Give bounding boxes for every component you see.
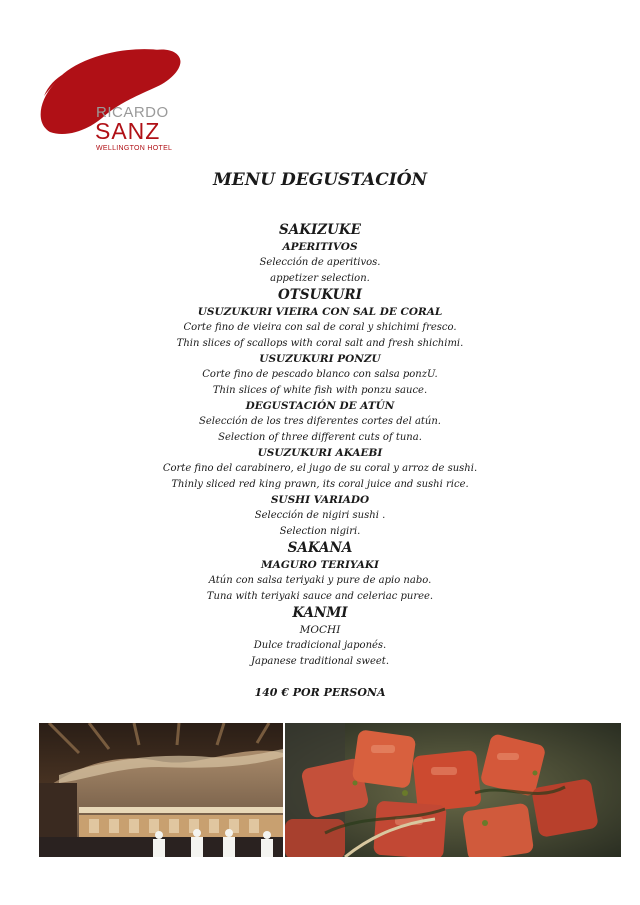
logo-text-ricardo: RICARDO: [96, 104, 169, 121]
menu-list: [0, 221, 640, 669]
dish-name: MOCHI: [299, 624, 341, 636]
dish-description-en: Japanese traditional sweet.: [250, 655, 390, 667]
dish-description-en: Tuna with teriyaki sauce and celeriac puree.: [206, 590, 434, 602]
dish-description-en: Selection nigiri.: [279, 525, 361, 537]
menu-title: MENU DEGUSTACIÓN: [212, 170, 428, 190]
dish-name: USUZUKURI AKAEBI: [257, 447, 383, 459]
dish-description-es: Selección de nigiri sushi .: [254, 510, 386, 521]
section-title-sakizuke: SAKIZUKE: [279, 222, 361, 238]
section-title-kanmi: KANMI: [292, 605, 348, 621]
logo-text-sanz: SANZ: [95, 118, 161, 144]
restaurant-interior-photo: [39, 723, 283, 857]
dish-description-es: Corte fino de pescado blanco con salsa ponzU.: [202, 369, 438, 380]
dish-description-es: Corte fino de vieira con sal de coral y shichimi fresco.: [183, 322, 457, 333]
dish-name: USUZUKURI PONZU: [259, 353, 381, 365]
dish-description-es: Corte fino del carabinero, el jugo de su coral y arroz de sushi.: [162, 463, 478, 474]
dish-description-es: Selección de los tres diferentes cortes del atún.: [199, 416, 441, 427]
tuna-dish-photo: [285, 723, 621, 857]
dish-description-es: Selección de aperitivos.: [259, 257, 381, 268]
dish-name: DEGUSTACIÓN DE ATÚN: [245, 400, 395, 412]
restaurant-logo: [36, 44, 186, 156]
dish-description-en: appetizer selection.: [270, 272, 370, 284]
menu-price: 140 € POR PERSONA: [254, 686, 386, 699]
dish-name: MAGURO TERIYAKI: [261, 559, 379, 571]
dish-description-es: Dulce tradicional japonés.: [253, 640, 387, 651]
logo-text-hotel: WELLINGTON HOTEL: [96, 145, 173, 152]
dish-name: SUSHI VARIADO: [270, 494, 370, 506]
dish-description-en: Selection of three different cuts of tuna.: [218, 431, 422, 443]
section-title-otsukuri: OTSUKURI: [278, 287, 362, 303]
dish-description-en: Thin slices of white fish with ponzu sauce.: [212, 384, 428, 396]
section-title-sakana: SAKANA: [287, 540, 353, 556]
dish-name: APERITIVOS: [282, 241, 358, 253]
dish-description-en: Thin slices of scallops with coral salt and fresh shichimi.: [176, 337, 464, 349]
dish-description-es: Atún con salsa teriyaki y pure de apio nabo.: [208, 575, 432, 586]
dish-description-en: Thinly sliced red king prawn, its coral juice and sushi rice.: [171, 478, 469, 490]
dish-name: USUZUKURI VIEIRA CON SAL DE CORAL: [197, 306, 443, 318]
